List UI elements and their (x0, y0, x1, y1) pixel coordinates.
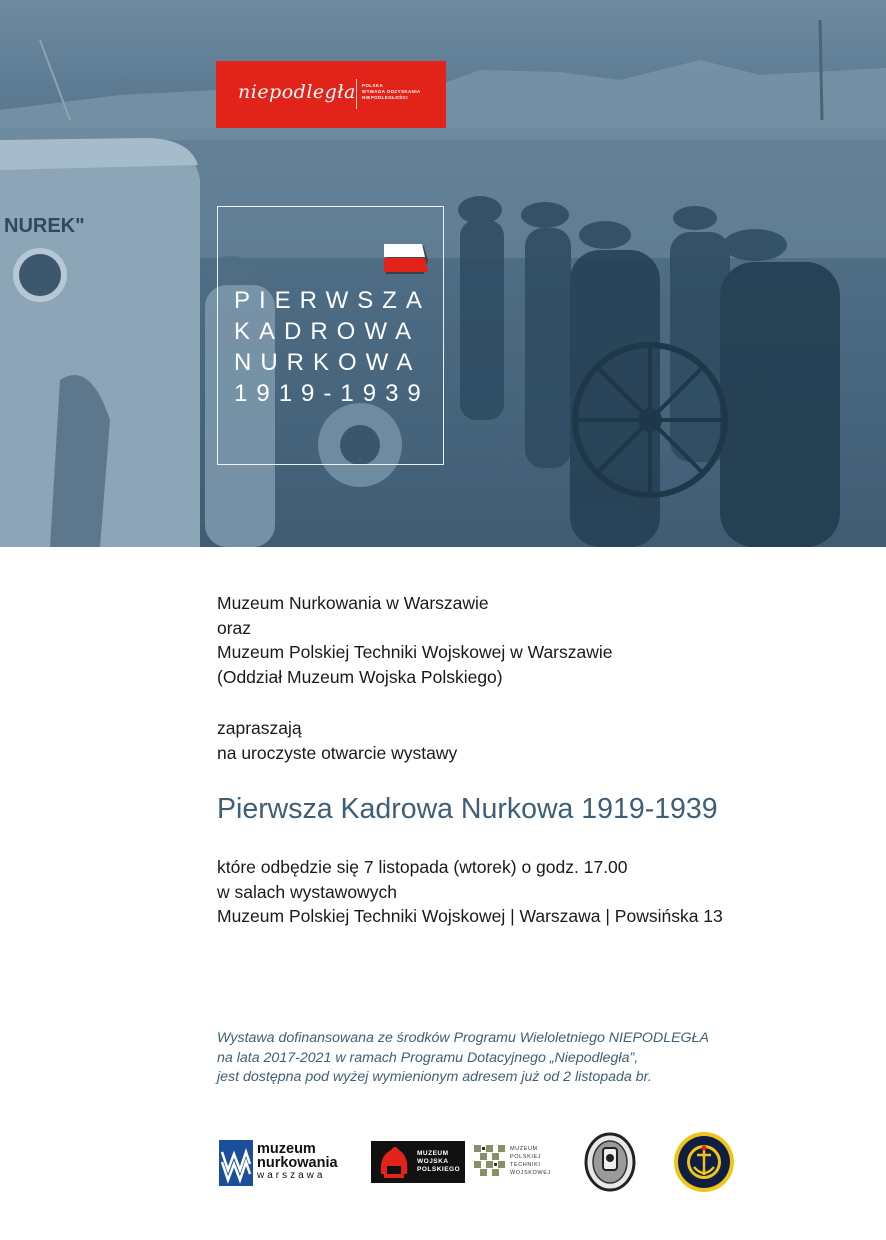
detail-line: Muzeum Polskiej Techniki Wojskowej | Warszawa | Powsińska 13 (217, 906, 723, 926)
muzeum-wojska-polskiego-logo: MUZEUM WOJSKA POLSKIEGO (371, 1141, 465, 1183)
exhibition-title-frame (217, 206, 444, 465)
details-block (217, 855, 723, 929)
grid-icon (473, 1144, 507, 1178)
exhibition-title-lines (234, 285, 431, 409)
hosts-block (217, 591, 613, 689)
funding-note: Wystawa dofinansowana ze środków Programu Wieloletniego NIEPODLEGŁA na lata 2017-2021 w ramach Programu Dotacyjnego „Niepodległa”, jest dostępna pod wyżej wymienionym adresem już od 2 listopada br. (217, 1030, 709, 1085)
logo-tagline: POLSKA WYMAGA ODZYSKANIA NIEPODLEGŁOŚCI (362, 83, 421, 100)
polish-flag-icon (383, 243, 429, 275)
partner-logos (0, 1128, 886, 1198)
host-line: oraz (217, 617, 252, 638)
title-line-4: 1919-1939 (234, 380, 430, 407)
detail-line: w salach wystawowych (217, 881, 397, 902)
detail-line: które odbędzie się 7 listopada (wtorek) o godz. 17.00 (217, 857, 628, 877)
navy-anchor-emblem-icon (673, 1131, 735, 1193)
invite-block (217, 716, 457, 765)
muzeum-techniki-logo: MUZEUM POLSKIEJ TECHNIKI WOJSKOWEJ (473, 1144, 553, 1180)
title-line-1: PIERWSZA (234, 287, 431, 314)
boat-name: NUREK" (4, 215, 85, 237)
title-line-2: KADROWA (234, 318, 421, 345)
host-line: Muzeum Polskiej Techniki Wojskowej w Warszawie (217, 642, 613, 662)
exhibition-title: Pierwsza Kadrowa Nurkowa 1919-1939 (217, 793, 718, 825)
invite-line: na uroczyste otwarcie wystawy (217, 742, 458, 763)
hero-photo-banner (0, 0, 886, 547)
wave-icon (219, 1140, 253, 1186)
logo-divider (356, 79, 357, 109)
title-line-3: NURKOWA (234, 349, 422, 376)
invite-line: zapraszają (217, 718, 302, 738)
club-emblem-icon (584, 1132, 636, 1192)
niepodlegla-logo (216, 61, 446, 128)
muzeum-nurkowania-logo: muzeum nurkowania warszawa (219, 1140, 344, 1186)
helmet-icon (375, 1142, 413, 1182)
logo-script-text: niepodległa (238, 81, 356, 103)
host-line: Muzeum Nurkowania w Warszawie (217, 593, 489, 613)
host-line: (Oddział Muzeum Wojska Polskiego) (217, 666, 503, 687)
